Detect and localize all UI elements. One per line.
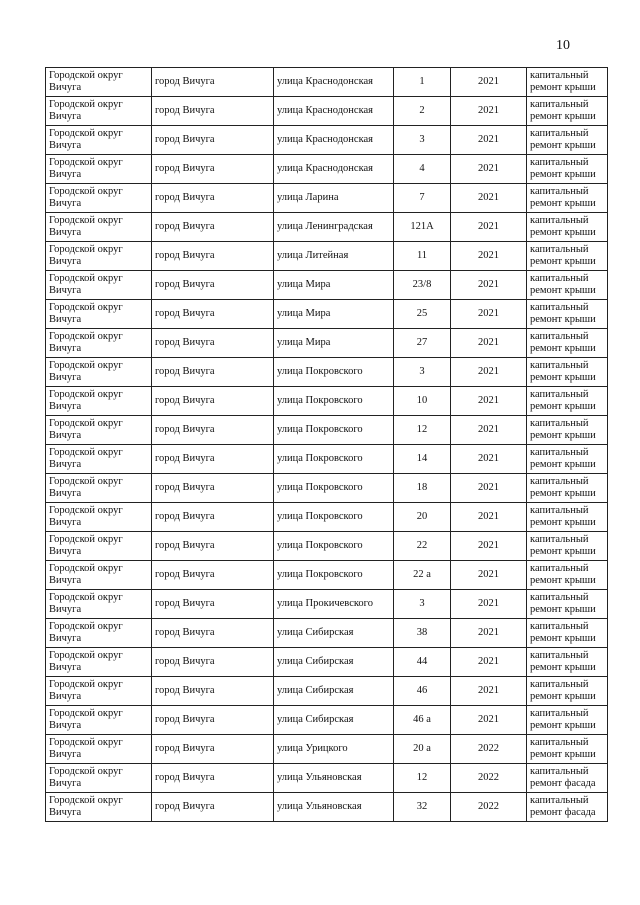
city-cell: город Вичуга	[152, 387, 274, 416]
year-cell: 2021	[451, 97, 527, 126]
district-cell: Городской округ Вичуга	[46, 561, 152, 590]
house-number-cell: 32	[394, 793, 451, 822]
work-type-cell: капитальный ремонт крыши	[527, 300, 608, 329]
table-row	[46, 329, 608, 358]
work-type-cell: капитальный ремонт крыши	[527, 155, 608, 184]
district-cell: Городской округ Вичуга	[46, 300, 152, 329]
work-type-cell: капитальный ремонт крыши	[527, 532, 608, 561]
city-cell: город Вичуга	[152, 416, 274, 445]
table-row	[46, 68, 608, 97]
district-cell: Городской округ Вичуга	[46, 126, 152, 155]
work-type-cell: капитальный ремонт крыши	[527, 648, 608, 677]
table-row	[46, 677, 608, 706]
table-row	[46, 445, 608, 474]
table-row	[46, 126, 608, 155]
house-number-cell: 3	[394, 358, 451, 387]
work-type-cell: капитальный ремонт крыши	[527, 706, 608, 735]
table-row	[46, 97, 608, 126]
street-cell: улица Покровского	[274, 474, 394, 503]
table-row	[46, 735, 608, 764]
house-number-cell: 20	[394, 503, 451, 532]
house-number-cell: 3	[394, 590, 451, 619]
year-cell: 2021	[451, 242, 527, 271]
year-cell: 2021	[451, 474, 527, 503]
house-number-cell: 10	[394, 387, 451, 416]
street-cell: улица Краснодонская	[274, 97, 394, 126]
table-row	[46, 619, 608, 648]
table-row	[46, 271, 608, 300]
year-cell: 2021	[451, 503, 527, 532]
house-number-cell: 7	[394, 184, 451, 213]
street-cell: улица Ульяновская	[274, 764, 394, 793]
street-cell: улица Краснодонская	[274, 68, 394, 97]
work-type-cell: капитальный ремонт крыши	[527, 561, 608, 590]
table-row	[46, 561, 608, 590]
district-cell: Городской округ Вичуга	[46, 648, 152, 677]
year-cell: 2021	[451, 213, 527, 242]
street-cell: улица Ульяновская	[274, 793, 394, 822]
street-cell: улица Сибирская	[274, 648, 394, 677]
street-cell: улица Покровского	[274, 503, 394, 532]
district-cell: Городской округ Вичуга	[46, 677, 152, 706]
year-cell: 2021	[451, 358, 527, 387]
street-cell: улица Мира	[274, 329, 394, 358]
district-cell: Городской округ Вичуга	[46, 68, 152, 97]
street-cell: улица Ларина	[274, 184, 394, 213]
district-cell: Городской округ Вичуга	[46, 358, 152, 387]
city-cell: город Вичуга	[152, 97, 274, 126]
year-cell: 2022	[451, 793, 527, 822]
district-cell: Городской округ Вичуга	[46, 793, 152, 822]
work-type-cell: капитальный ремонт крыши	[527, 242, 608, 271]
street-cell: улица Покровского	[274, 387, 394, 416]
street-cell: улица Мира	[274, 271, 394, 300]
street-cell: улица Сибирская	[274, 706, 394, 735]
district-cell: Городской округ Вичуга	[46, 503, 152, 532]
district-cell: Городской округ Вичуга	[46, 445, 152, 474]
city-cell: город Вичуга	[152, 677, 274, 706]
year-cell: 2021	[451, 329, 527, 358]
street-cell: улица Покровского	[274, 532, 394, 561]
work-type-cell: капитальный ремонт крыши	[527, 416, 608, 445]
year-cell: 2021	[451, 532, 527, 561]
street-cell: улица Литейная	[274, 242, 394, 271]
page-number: 10	[556, 38, 570, 53]
work-type-cell: капитальный ремонт крыши	[527, 387, 608, 416]
work-type-cell: капитальный ремонт крыши	[527, 213, 608, 242]
city-cell: город Вичуга	[152, 184, 274, 213]
street-cell: улица Покровского	[274, 358, 394, 387]
house-number-cell: 14	[394, 445, 451, 474]
street-cell: улица Покровского	[274, 416, 394, 445]
work-type-cell: капитальный ремонт крыши	[527, 97, 608, 126]
year-cell: 2021	[451, 155, 527, 184]
district-cell: Городской округ Вичуга	[46, 97, 152, 126]
house-number-cell: 46 а	[394, 706, 451, 735]
house-number-cell: 1	[394, 68, 451, 97]
street-cell: улица Краснодонская	[274, 155, 394, 184]
repair-program-table	[45, 67, 608, 822]
year-cell: 2021	[451, 648, 527, 677]
district-cell: Городской округ Вичуга	[46, 242, 152, 271]
city-cell: город Вичуга	[152, 474, 274, 503]
year-cell: 2021	[451, 590, 527, 619]
table-row	[46, 474, 608, 503]
street-cell: улица Прокичевского	[274, 590, 394, 619]
work-type-cell: капитальный ремонт крыши	[527, 503, 608, 532]
house-number-cell: 20 а	[394, 735, 451, 764]
table-row	[46, 416, 608, 445]
city-cell: город Вичуга	[152, 793, 274, 822]
house-number-cell: 11	[394, 242, 451, 271]
street-cell: улица Ленинградская	[274, 213, 394, 242]
table-row	[46, 242, 608, 271]
city-cell: город Вичуга	[152, 329, 274, 358]
table-row	[46, 155, 608, 184]
house-number-cell: 27	[394, 329, 451, 358]
table-row	[46, 648, 608, 677]
city-cell: город Вичуга	[152, 561, 274, 590]
district-cell: Городской округ Вичуга	[46, 619, 152, 648]
table-row	[46, 503, 608, 532]
city-cell: город Вичуга	[152, 213, 274, 242]
city-cell: город Вичуга	[152, 619, 274, 648]
city-cell: город Вичуга	[152, 590, 274, 619]
house-number-cell: 25	[394, 300, 451, 329]
district-cell: Городской округ Вичуга	[46, 387, 152, 416]
table-row	[46, 358, 608, 387]
district-cell: Городской округ Вичуга	[46, 416, 152, 445]
year-cell: 2021	[451, 126, 527, 155]
year-cell: 2021	[451, 416, 527, 445]
street-cell: улица Урицкого	[274, 735, 394, 764]
table-row	[46, 300, 608, 329]
year-cell: 2021	[451, 387, 527, 416]
house-number-cell: 44	[394, 648, 451, 677]
house-number-cell: 18	[394, 474, 451, 503]
house-number-cell: 38	[394, 619, 451, 648]
district-cell: Городской округ Вичуга	[46, 155, 152, 184]
work-type-cell: капитальный ремонт крыши	[527, 126, 608, 155]
work-type-cell: капитальный ремонт крыши	[527, 68, 608, 97]
house-number-cell: 46	[394, 677, 451, 706]
street-cell: улица Покровского	[274, 561, 394, 590]
city-cell: город Вичуга	[152, 300, 274, 329]
work-type-cell: капитальный ремонт крыши	[527, 619, 608, 648]
city-cell: город Вичуга	[152, 706, 274, 735]
city-cell: город Вичуга	[152, 68, 274, 97]
house-number-cell: 3	[394, 126, 451, 155]
year-cell: 2021	[451, 677, 527, 706]
house-number-cell: 2	[394, 97, 451, 126]
work-type-cell: капитальный ремонт крыши	[527, 358, 608, 387]
year-cell: 2021	[451, 706, 527, 735]
district-cell: Городской округ Вичуга	[46, 590, 152, 619]
city-cell: город Вичуга	[152, 155, 274, 184]
table-row	[46, 793, 608, 822]
table-row	[46, 590, 608, 619]
work-type-cell: капитальный ремонт крыши	[527, 677, 608, 706]
house-number-cell: 4	[394, 155, 451, 184]
house-number-cell: 22 а	[394, 561, 451, 590]
work-type-cell: капитальный ремонт крыши	[527, 590, 608, 619]
district-cell: Городской округ Вичуга	[46, 271, 152, 300]
street-cell: улица Покровского	[274, 445, 394, 474]
work-type-cell: капитальный ремонт крыши	[527, 329, 608, 358]
city-cell: город Вичуга	[152, 764, 274, 793]
work-type-cell: капитальный ремонт крыши	[527, 271, 608, 300]
city-cell: город Вичуга	[152, 126, 274, 155]
house-number-cell: 12	[394, 764, 451, 793]
district-cell: Городской округ Вичуга	[46, 764, 152, 793]
table-row	[46, 387, 608, 416]
district-cell: Городской округ Вичуга	[46, 474, 152, 503]
house-number-cell: 22	[394, 532, 451, 561]
city-cell: город Вичуга	[152, 271, 274, 300]
year-cell: 2021	[451, 68, 527, 97]
work-type-cell: капитальный ремонт крыши	[527, 735, 608, 764]
year-cell: 2021	[451, 619, 527, 648]
house-number-cell: 12	[394, 416, 451, 445]
street-cell: улица Сибирская	[274, 619, 394, 648]
district-cell: Городской округ Вичуга	[46, 532, 152, 561]
district-cell: Городской округ Вичуга	[46, 735, 152, 764]
city-cell: город Вичуга	[152, 445, 274, 474]
year-cell: 2022	[451, 735, 527, 764]
table-row	[46, 184, 608, 213]
district-cell: Городской округ Вичуга	[46, 184, 152, 213]
work-type-cell: капитальный ремонт крыши	[527, 184, 608, 213]
district-cell: Городской округ Вичуга	[46, 706, 152, 735]
city-cell: город Вичуга	[152, 532, 274, 561]
district-cell: Городской округ Вичуга	[46, 213, 152, 242]
year-cell: 2021	[451, 184, 527, 213]
street-cell: улица Краснодонская	[274, 126, 394, 155]
city-cell: город Вичуга	[152, 648, 274, 677]
table-row	[46, 532, 608, 561]
year-cell: 2021	[451, 271, 527, 300]
table-row	[46, 213, 608, 242]
street-cell: улица Сибирская	[274, 677, 394, 706]
work-type-cell: капитальный ремонт крыши	[527, 445, 608, 474]
table-body	[46, 68, 608, 822]
work-type-cell: капитальный ремонт крыши	[527, 474, 608, 503]
house-number-cell: 23/8	[394, 271, 451, 300]
year-cell: 2022	[451, 764, 527, 793]
district-cell: Городской округ Вичуга	[46, 329, 152, 358]
city-cell: город Вичуга	[152, 735, 274, 764]
work-type-cell: капитальный ремонт фасада	[527, 764, 608, 793]
table-row	[46, 706, 608, 735]
street-cell: улица Мира	[274, 300, 394, 329]
house-number-cell: 121А	[394, 213, 451, 242]
city-cell: город Вичуга	[152, 358, 274, 387]
work-type-cell: капитальный ремонт фасада	[527, 793, 608, 822]
year-cell: 2021	[451, 561, 527, 590]
year-cell: 2021	[451, 445, 527, 474]
city-cell: город Вичуга	[152, 503, 274, 532]
year-cell: 2021	[451, 300, 527, 329]
city-cell: город Вичуга	[152, 242, 274, 271]
table-row	[46, 764, 608, 793]
